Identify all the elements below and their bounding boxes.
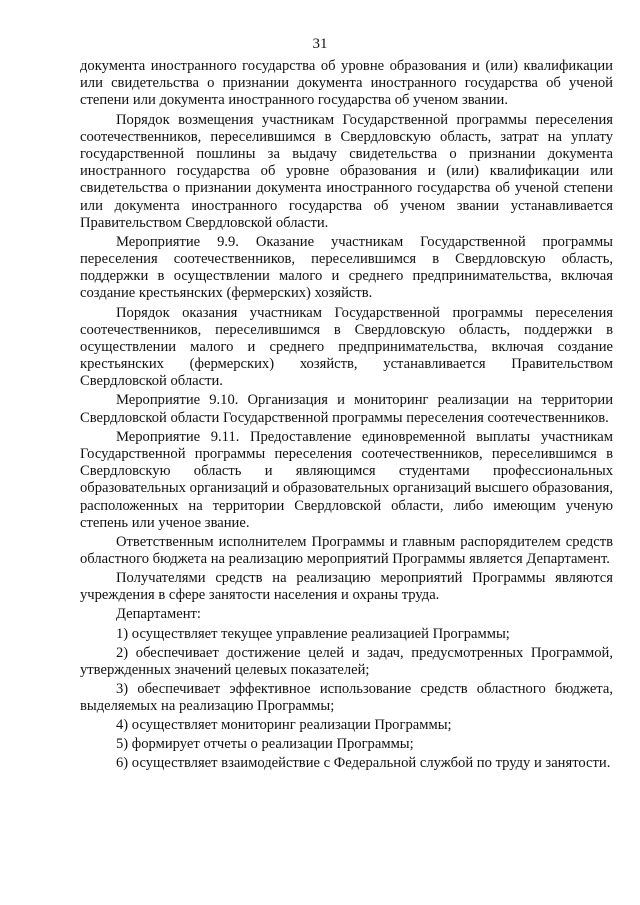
paragraph-reimbursement-procedure: Порядок возмещения участникам Государственной программы переселения соотечественников, переселившимся в Свердловскую область, затрат на уплату государственной пошлины за выдачу свидетельства о признании документа иностранного государства об уровне образования и (или) квалификации или свидетельства о признании документа иностранного государства об ученой степени или документа иностранного государства об ученом звании устанавливается Правительством Свердловской области. <box>80 111 613 231</box>
page-number: 31 <box>312 36 328 52</box>
paragraph-support-procedure: Порядок оказания участникам Государственной программы переселения соотечественников, переселившимся в Свердловскую область, поддержки в осуществлении малого и среднего предпринимательства, включая создание крестьянских (фермерских) хозяйств, устанавливается Правительством Свердловской области. <box>80 304 613 390</box>
paragraph-responsible-executor: Ответственным исполнителем Программы и главным распорядителем средств областного бюджета на реализацию мероприятий Программы является Департамент. <box>80 533 613 568</box>
list-item-3: 3) обеспечивает эффективное использование средств областного бюджета, выделяемых на реализацию Программы; <box>80 680 613 715</box>
paragraph-department-heading: Департамент: <box>116 606 201 623</box>
paragraph-funds-recipients: Получателями средств на реализацию мероприятий Программы являются учреждения в сфере занятости населения и охраны труда. <box>80 570 613 604</box>
list-item-6: 6) осуществляет взаимодействие с Федеральной службой по труду и занятости. <box>116 755 611 772</box>
paragraph-measure-9-9: Мероприятие 9.9. Оказание участникам Государственной программы переселения соотечественников, переселившимся в Свердловскую область, поддержки в осуществлении малого и среднего предпринимательства, включая создание крестьянских (фермерских) хозяйств. <box>80 233 613 302</box>
list-item-4: 4) осуществляет мониторинг реализации Программы; <box>116 717 452 734</box>
paragraph-continuation: документа иностранного государства об уровне образования и (или) квалификации или свидетельства о признании документа иностранного государства об ученой степени или документа иностранного государства об ученом звании. <box>80 58 613 109</box>
list-item-5: 5) формирует отчеты о реализации Программы; <box>116 736 414 753</box>
list-item-2: 2) обеспечивает достижение целей и задач, предусмотренных Программой, утвержденных значений целевых показателей; <box>80 644 613 678</box>
paragraph-measure-9-10: Мероприятие 9.10. Организация и мониторинг реализации на территории Свердловской области Государственной программы переселения соотечественников. <box>80 392 613 426</box>
paragraph-measure-9-11: Мероприятие 9.11. Предоставление единовременной выплаты участникам Государственной программы переселения соотечественников, переселившимся в Свердловскую область и являющимся студентами профессиональных образовательных организаций и образовательных организаций высшего образования, расположенных на территории Свердловской области, либо имеющим ученую степень или ученое звание. <box>80 428 613 531</box>
document-body <box>80 58 613 774</box>
list-item-1: 1) осуществляет текущее управление реализацией Программы; <box>116 625 510 642</box>
